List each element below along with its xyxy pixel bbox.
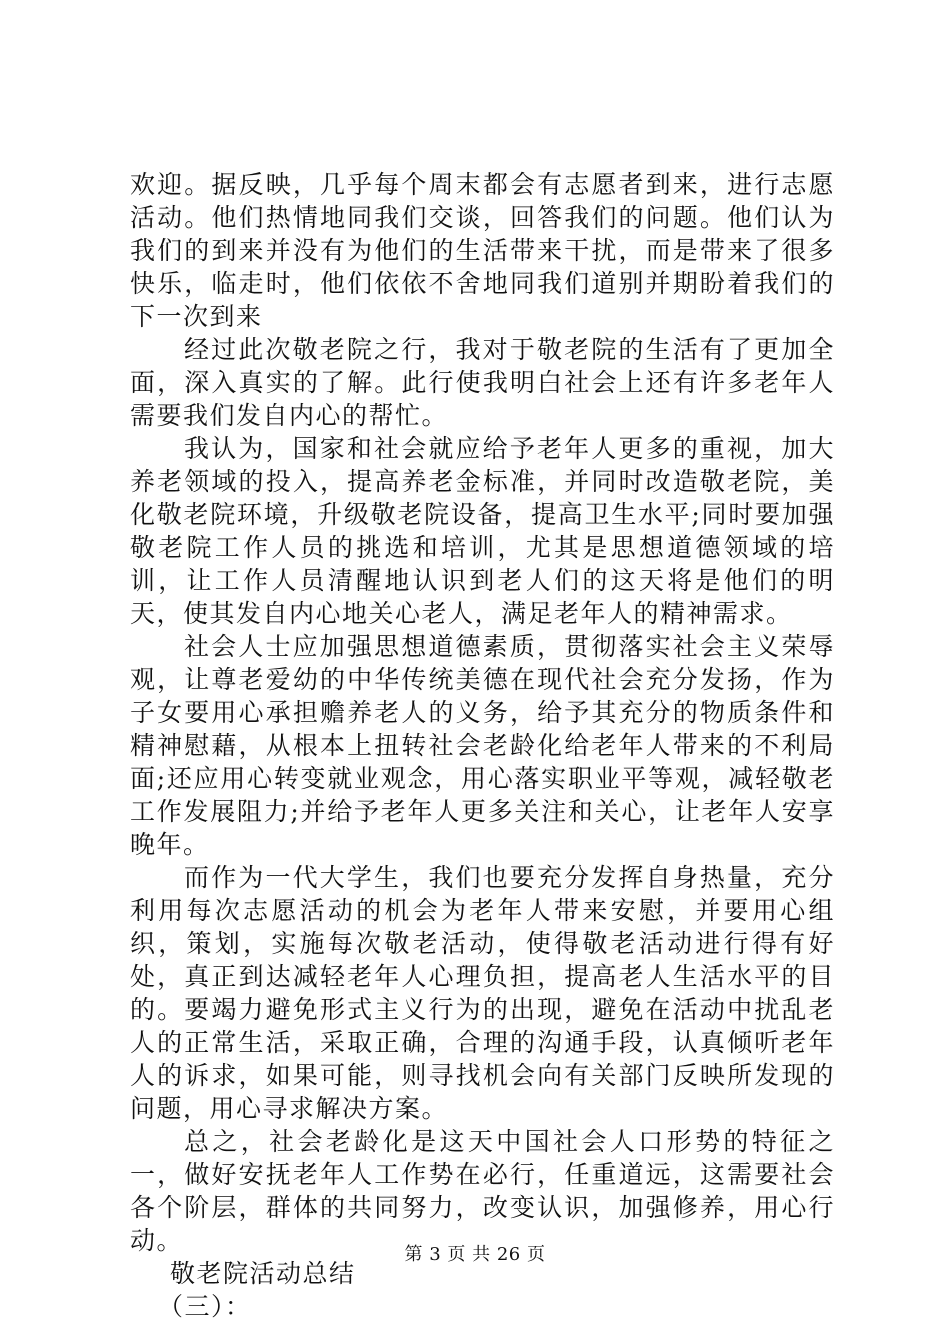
section-subtitle: （三）：: [158, 1292, 252, 1321]
section-title: 敬老院活动总结: [170, 1259, 356, 1288]
paragraph-continuation: 欢迎。据反映，几乎每个周末都会有志愿者到来，进行志愿活动。他们热情地同我们交谈，回答我们的问题。他们认为我们的到来并没有为他们的生活带来干扰，而是带来了很多快乐，临走时，他们依依不舍地同我们道别并期盼着我们的下一次到来: [130, 170, 835, 331]
paragraph-visit-summary: 经过此次敬老院之行，我对于敬老院的生活有了更加全面，深入真实的了解。此行使我明白社会上还有许多老年人需要我们发自内心的帮忙。: [130, 335, 835, 430]
paragraph-conclusion: 总之，社会老龄化是这天中国社会人口形势的特征之一，做好安抚老年人工作势在必行，任重道远，这需要社会各个阶层，群体的共同努力，改变认识，加强修养，用心行动。: [130, 1127, 835, 1255]
document-body: [130, 168, 835, 1323]
paragraph-student-role: 而作为一代大学生，我们也要充分发挥自身热量，充分利用每次志愿活动的机会为老年人带来安慰，并要用心组织，策划，实施每次敬老活动，使得敬老活动进行得有好处，真正到达减轻老年人心理负担，提高老人生活水平的目的。要竭力避免形式主义行为的出现，避免在活动中扰乱老人的正常生活，采取正确，合理的沟通手段，认真倾听老年人的诉求，如果可能，则寻找机会向有关部门反映所发现的问题，用心寻求解决方案。: [130, 863, 835, 1123]
page-footer: [0, 1240, 950, 1266]
paragraph-social-recommendation: 社会人士应加强思想道德素质，贯彻落实社会主义荣辱观，让尊老爱幼的中华传统美德在现代社会充分发扬，作为子女要用心承担赡养老人的义务，给予其充分的物质条件和精神慰藉，从根本上扭转社会老龄化给老年人带来的不利局面;还应用心转变就业观念，用心落实职业平等观，减轻敬老工作发展阻力;并给予老年人更多关注和关心，让老年人安享晚年。: [130, 632, 835, 859]
page-number-label: 第 3 页 共 26 页: [404, 1244, 546, 1265]
paragraph-national-recommendation: 我认为，国家和社会就应给予老年人更多的重视，加大养老领域的投入，提高养老金标准，并同时改造敬老院，美化敬老院环境，升级敬老院设备，提高卫生水平;同时要加强敬老院工作人员的挑选和培训，尤其是思想道德领域的培训，让工作人员清醒地认识到老人们的这天将是他们的明天，使其发自内心地关心老人，满足老年人的精神需求。: [130, 434, 835, 628]
